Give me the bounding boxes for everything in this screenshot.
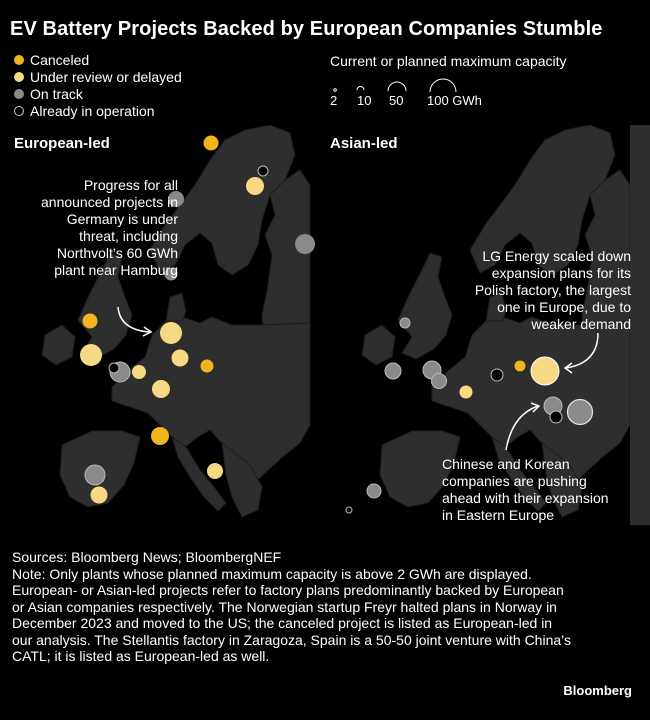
bloomberg-logo: Bloomberg (563, 683, 632, 698)
legend-label: Canceled (30, 52, 90, 68)
plant-marker (258, 166, 268, 176)
plant-marker (152, 380, 170, 398)
plant-marker (246, 177, 264, 195)
plant-marker (568, 400, 593, 425)
size-circle-2 (334, 89, 337, 92)
size-label-10: 10 (357, 93, 372, 108)
size-circle-10 (357, 87, 364, 91)
plant-marker (204, 136, 219, 151)
plant-marker (160, 322, 182, 344)
size-label-2: 2 (330, 93, 338, 108)
plant-marker (151, 427, 169, 445)
plant-marker (207, 463, 223, 479)
size-circle-100 (430, 79, 456, 92)
operation-dot-icon (14, 106, 24, 116)
legend-item-canceled (14, 52, 89, 68)
plant-marker (550, 411, 562, 423)
size-circle-50 (388, 82, 406, 91)
legend-label: Under review or delayed (30, 69, 182, 85)
plant-marker (85, 465, 105, 485)
plant-marker (83, 314, 98, 329)
annotation-lg-energy: LG Energy scaled down expansion plans for its Polish factory, the largest one in Europe, due to weaker demand (474, 248, 631, 332)
panel-title-asian: Asian-led (330, 135, 398, 152)
plant-marker (172, 350, 189, 367)
size-legend-title: Current or planned maximum capacity (330, 53, 567, 69)
size-label-100: 100 GWh (427, 93, 482, 108)
review-dot-icon (14, 72, 24, 82)
plant-marker (132, 365, 146, 379)
plant-marker (201, 360, 214, 373)
plant-marker (385, 363, 401, 379)
annotation-eastern-europe: Chinese and Korean companies are pushing ahead with their expansion in Eastern Europe (442, 456, 609, 523)
plant-marker (400, 318, 410, 328)
legend-item-review (14, 69, 182, 85)
note-text: Note: Only plants whose planned maximum capacity is above 2 GWh are displayed. European- or Asian-led projects refer to factory plans predominantly backed by European or Asian companies respectively. The Norwegian startup Freyr halted plans in Norway in December 2023 and moved to the US; the canceled project is listed as European-led in our analysis. The Stellantis factory in Zaragoza, Spain is a 50-50 joint venture with China’s CATL; it is listed as European-led as well. (12, 565, 572, 664)
plant-marker (295, 234, 315, 254)
ontrack-dot-icon (14, 89, 24, 99)
plant-marker (91, 487, 108, 504)
plant-marker (491, 369, 503, 381)
plant-marker (515, 361, 526, 372)
canceled-dot-icon (14, 55, 24, 65)
plant-marker (367, 484, 381, 498)
legend-label: On track (30, 86, 83, 102)
plant-marker (531, 357, 559, 385)
chart-title: EV Battery Projects Backed by European Companies Stumble (10, 18, 603, 40)
legend-item-operation (14, 103, 155, 119)
plant-marker (432, 374, 447, 389)
plant-marker (460, 386, 473, 399)
sources-text: Sources: Bloomberg News; BloombergNEF (12, 549, 282, 565)
plant-marker (80, 344, 102, 366)
panel-title-european: European-led (14, 135, 110, 152)
legend-label: Already in operation (30, 103, 155, 119)
annotation-germany: Progress for all announced projects in Germany is under threat, including Northvolt’s 60 GWh plant near Hamburg (41, 177, 178, 278)
plant-marker (109, 363, 119, 373)
size-label-50: 50 (389, 93, 404, 108)
legend-item-ontrack (14, 86, 83, 102)
footnotes (12, 549, 572, 665)
plant-marker (346, 507, 352, 513)
